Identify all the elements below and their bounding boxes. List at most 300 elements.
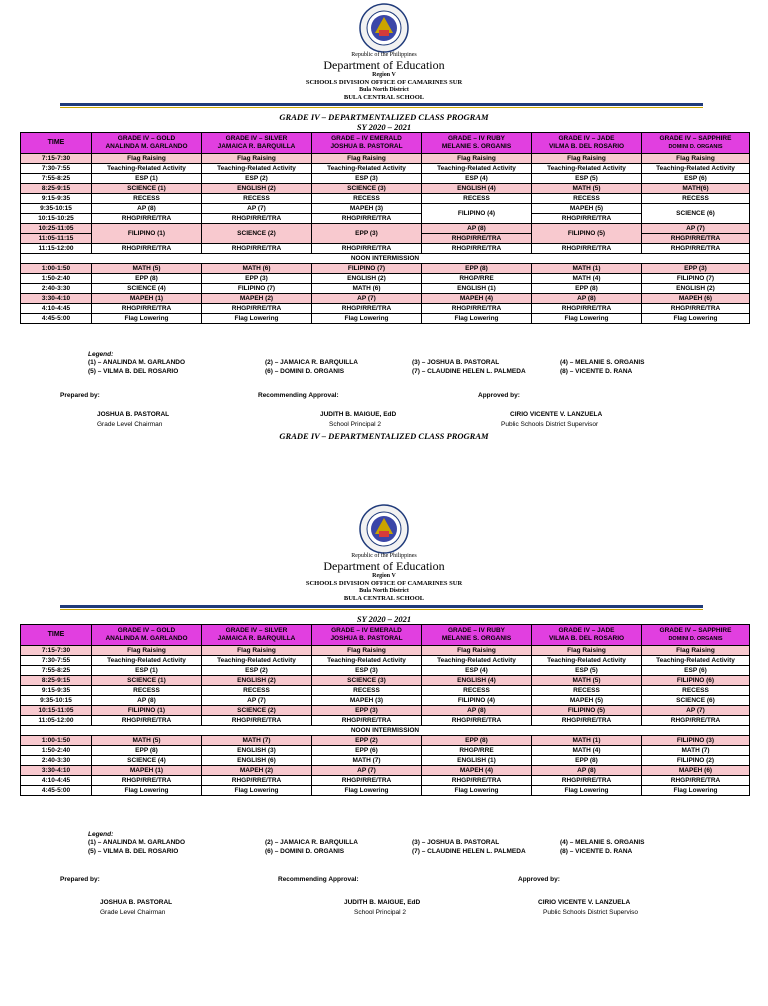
schedule-cell: RHGP/RRE/TRA (642, 716, 750, 726)
schedule-cell: FILIPINO (5) (532, 706, 642, 716)
schedule-cell: Flag Lowering (422, 314, 532, 324)
table-row (21, 706, 750, 716)
school-name: BULA CENTRAL SCHOOL (343, 595, 425, 602)
time-cell: 1:50-2:40 (21, 746, 92, 756)
schedule-cell: AP (8) (92, 204, 202, 214)
table-row (21, 746, 750, 756)
schedule-cell: MAPEH (4) (422, 766, 532, 776)
recommending-role: School Principal 2 (354, 909, 407, 916)
header-row (21, 133, 750, 154)
legend-heading: Legend: (88, 831, 114, 838)
table-row (21, 696, 750, 706)
noon-row (21, 726, 750, 736)
schedule-cell: MAPEH (2) (202, 294, 312, 304)
recommending-label: Recommending Approval: (258, 392, 339, 399)
schedule-cell: Flag Raising (532, 154, 642, 164)
col-header-jade: GRADE IV – JADE VILMA B. DEL ROSARIO (532, 133, 642, 154)
schedule-cell: FILIPINO (7) (202, 284, 312, 294)
schedule-cell: ENGLISH (6) (202, 756, 312, 766)
schedule-cell: MAPEH (5) (532, 204, 642, 214)
schedule-cell: AP (7) (312, 766, 422, 776)
schedule-cell: SCIENCE (1) (92, 676, 202, 686)
schedule-cell: Flag Lowering (202, 314, 312, 324)
schedule-cell: EPP (8) (532, 756, 642, 766)
schedule-cell: SCIENCE (4) (92, 756, 202, 766)
col-header-silver: GRADE IV – SILVER JAMAICA R. BARQUILLA (202, 133, 312, 154)
time-cell: 3:30-4:10 (21, 766, 92, 776)
schedule-cell: RHGP/RRE/TRA (92, 244, 202, 254)
schedule-cell: RECESS (422, 686, 532, 696)
schedule-cell: MATH (7) (642, 746, 750, 756)
schedule-cell: Flag Lowering (642, 786, 750, 796)
schedule-table (20, 624, 750, 796)
noon-row (21, 254, 750, 264)
table-row (21, 244, 750, 254)
class-program-sheet-1 (0, 0, 768, 490)
schedule-cell: ENGLISH (2) (312, 274, 422, 284)
schedule-cell: EPP (8) (92, 274, 202, 284)
approved-label: Approved by: (518, 876, 560, 883)
schedule-cell: ESP (5) (532, 666, 642, 676)
schedule-cell: Flag Raising (422, 154, 532, 164)
schedule-cell: SCIENCE (4) (92, 284, 202, 294)
time-cell: 7:30-7:55 (21, 656, 92, 666)
legend-item: (7) – CLAUDINE HELEN L. PALMEDA (412, 848, 526, 855)
program-title: GRADE IV – DEPARTMENTALIZED CLASS PROGRAM (279, 112, 489, 122)
approved-label: Approved by: (478, 392, 520, 399)
table-row (21, 304, 750, 314)
time-cell: 7:55-8:25 (21, 174, 92, 184)
schedule-cell: RHGP/RRE/TRA (92, 214, 202, 224)
schedule-cell: MATH (4) (532, 746, 642, 756)
school-year: SY 2020 – 2021 (356, 122, 412, 132)
table-row (21, 776, 750, 786)
time-cell: 10:15-10:25 (21, 214, 92, 224)
table-row (21, 736, 750, 746)
time-cell: 9:15-9:35 (21, 194, 92, 204)
deped-seal-icon (359, 504, 409, 554)
schedule-cell: RHGP/RRE/TRA (312, 716, 422, 726)
col-header-gold: GRADE IV – GOLD ANALINDA M. GARLANDO (92, 133, 202, 154)
schedule-cell: EPP (3) (202, 274, 312, 284)
schedule-cell: Teaching-Related Activity (532, 656, 642, 666)
schedule-cell: Flag Lowering (202, 786, 312, 796)
department-name: Department of Education (323, 58, 445, 72)
recommending-name: JUDITH B. MAIGUE, EdD (344, 899, 421, 906)
legend-item: (1) – ANALINDA M. GARLANDO (88, 359, 186, 366)
table-row (21, 264, 750, 274)
schedule-cell: ESP (6) (642, 666, 750, 676)
schedule-cell: RHGP/RRE/TRA (202, 776, 312, 786)
schedule-cell: EPP (3) (642, 264, 750, 274)
time-cell: 7:55-8:25 (21, 666, 92, 676)
time-cell: 11:05-12:00 (21, 716, 92, 726)
schedule-cell: Flag Lowering (92, 314, 202, 324)
schedule-table (20, 132, 750, 324)
schedule-cell: RHGP/RRE (422, 746, 532, 756)
schedule-cell: RECESS (92, 194, 202, 204)
time-cell: 10:15-11:05 (21, 706, 92, 716)
legend-item: (4) – MELANIE S. ORGANIS (560, 839, 645, 846)
legend (88, 351, 748, 379)
approved-name: CIRIO VICENTE V. LANZUELA (510, 411, 603, 418)
schedule-cell: RHGP/RRE/TRA (642, 244, 750, 254)
recommending-name: JUDITH B. MAIGUE, EdD (320, 411, 397, 418)
schedule-cell: RECESS (642, 686, 750, 696)
time-cell: 1:00-1:50 (21, 736, 92, 746)
table-row (21, 656, 750, 666)
table-row (21, 756, 750, 766)
schedule-cell: MATH (7) (202, 736, 312, 746)
schedule-cell: Flag Lowering (312, 314, 422, 324)
schedule-cell: ESP (2) (202, 174, 312, 184)
schedule-cell: Flag Raising (92, 154, 202, 164)
schedule-cell: ESP (5) (532, 174, 642, 184)
table-row (21, 766, 750, 776)
schedule-cell: MATH(6) (642, 184, 750, 194)
schedule-cell: MAPEH (2) (202, 766, 312, 776)
schedule-cell: FILIPINO (1) (92, 706, 202, 716)
schedule-cell: Teaching-Related Activity (92, 656, 202, 666)
schedule-cell: ESP (4) (422, 174, 532, 184)
schedule-cell: RHGP/RRE/TRA (202, 214, 312, 224)
schedule-cell: RHGP/RRE/TRA (92, 716, 202, 726)
schedule-cell: Flag Lowering (422, 786, 532, 796)
schedule-cell: RHGP/RRE/TRA (422, 776, 532, 786)
schedule-cell: FILIPINO (5) (532, 224, 642, 244)
schedule-cell: EPP (2) (312, 736, 422, 746)
schedule-cell: SCIENCE (2) (202, 706, 312, 716)
schedule-cell: MATH (1) (532, 264, 642, 274)
schedule-cell: FILIPINO (6) (642, 676, 750, 686)
time-cell: 4:45-5:00 (21, 786, 92, 796)
schedule-cell: ENGLISH (1) (422, 756, 532, 766)
district-label: Bula North District (359, 588, 409, 594)
table-row (21, 716, 750, 726)
program-title-repeat: GRADE IV – DEPARTMENTALIZED CLASS PROGRAM (279, 431, 489, 441)
approved-role: Public Schools District Supervisor (501, 421, 599, 428)
schedule-cell: AP (8) (532, 294, 642, 304)
schedule-cell: Teaching-Related Activity (312, 164, 422, 174)
schedule-cell: AP (8) (92, 696, 202, 706)
schedule-cell: Flag Lowering (312, 786, 422, 796)
schedule-cell: FILIPINO (7) (642, 274, 750, 284)
table-row (21, 274, 750, 284)
schedule-cell: RHGP/RRE (422, 274, 532, 284)
time-cell: 10:25-11:05 (21, 224, 92, 234)
region-label: Region V (372, 72, 396, 78)
prepared-label: Prepared by: (60, 392, 100, 399)
schedule-cell: Flag Raising (532, 646, 642, 656)
letterhead-divider-accent (60, 107, 703, 108)
schedule-cell: MAPEH (3) (312, 696, 422, 706)
schedule-cell: MATH (1) (532, 736, 642, 746)
legend-item: (8) – VICENTE D. RANA (560, 368, 633, 375)
school-year: SY 2020 – 2021 (356, 614, 412, 624)
schedule-cell: Flag Raising (312, 154, 422, 164)
schedule-cell: MATH (5) (92, 264, 202, 274)
approved-role: Public Schools District Superviso (543, 909, 639, 916)
schedule-cell: RHGP/RRE/TRA (312, 776, 422, 786)
time-cell: 1:00-1:50 (21, 264, 92, 274)
division-office: SCHOOLS DIVISION OFFICE OF CAMARINES SUR (305, 580, 463, 587)
table-row (21, 666, 750, 676)
col-header-jade: GRADE IV – JADE VILMA B. DEL ROSARIO (532, 625, 642, 646)
time-cell: 4:45-5:00 (21, 314, 92, 324)
table-row (21, 284, 750, 294)
schedule-cell: RHGP/RRE/TRA (422, 234, 532, 244)
col-header-ruby: GRADE – IV RUBY MELANIE S. ORGANIS (422, 625, 532, 646)
recommending-role: School Principal 2 (329, 421, 382, 428)
schedule-cell: SCIENCE (2) (202, 224, 312, 244)
time-cell: 9:35-10:15 (21, 204, 92, 214)
time-cell: 2:40-3:30 (21, 284, 92, 294)
table-row (21, 294, 750, 304)
schedule-cell: Flag Lowering (92, 786, 202, 796)
schedule-cell: Teaching-Related Activity (422, 164, 532, 174)
schedule-cell: AP (8) (422, 706, 532, 716)
legend-item: (6) – DOMINI D. ORGANIS (265, 848, 345, 855)
table-row (21, 154, 750, 164)
time-cell: 9:35-10:15 (21, 696, 92, 706)
schedule-cell: Teaching-Related Activity (202, 164, 312, 174)
schedule-cell: SCIENCE (1) (92, 184, 202, 194)
schedule-cell: Teaching-Related Activity (642, 164, 750, 174)
table-row (21, 194, 750, 204)
schedule-cell: ESP (2) (202, 666, 312, 676)
schedule-cell: MATH (6) (202, 264, 312, 274)
col-header-sapphire: GRADE IV – SAPPHIRE DOMINI D. ORGANIS (642, 133, 750, 154)
schedule-cell: ESP (3) (312, 174, 422, 184)
legend-item: (8) – VICENTE D. RANA (560, 848, 633, 855)
schedule-cell: MAPEH (5) (532, 696, 642, 706)
schedule-cell: AP (7) (312, 294, 422, 304)
legend-item: (4) – MELANIE S. ORGANIS (560, 359, 645, 366)
letterhead-divider (60, 605, 703, 608)
deped-seal-icon (359, 3, 409, 53)
school-name: BULA CENTRAL SCHOOL (343, 94, 425, 101)
schedule-cell: RECESS (312, 686, 422, 696)
approved-name: CIRIO VICENTE V. LANZUELA (538, 899, 631, 906)
schedule-cell: RHGP/RRE/TRA (312, 244, 422, 254)
schedule-cell: MATH (4) (532, 274, 642, 284)
col-header-silver: GRADE IV – SILVER JAMAICA R. BARQUILLA (202, 625, 312, 646)
col-header-ruby: GRADE – IV RUBY MELANIE S. ORGANIS (422, 133, 532, 154)
legend-item: (1) – ANALINDA M. GARLANDO (88, 839, 186, 846)
schedule-cell: Teaching-Related Activity (92, 164, 202, 174)
schedule-cell: AP (7) (642, 224, 750, 234)
col-header-time: TIME (21, 133, 92, 154)
noon-intermission: NOON INTERMISSION (21, 726, 750, 736)
table-row (21, 184, 750, 194)
schedule-cell: EPP (8) (92, 746, 202, 756)
schedule-cell: RHGP/RRE/TRA (642, 304, 750, 314)
schedule-cell: Flag Raising (642, 646, 750, 656)
schedule-cell: RHGP/RRE/TRA (202, 716, 312, 726)
legend-item: (7) – CLAUDINE HELEN L. PALMEDA (412, 368, 526, 375)
schedule-cell: SCIENCE (6) (642, 204, 750, 224)
legend-heading: Legend: (88, 351, 114, 358)
schedule-cell: RHGP/RRE/TRA (92, 776, 202, 786)
table-row (21, 786, 750, 796)
class-program-sheet-2 (0, 498, 768, 1006)
schedule-cell: Teaching-Related Activity (532, 164, 642, 174)
schedule-cell: RECESS (532, 686, 642, 696)
table-row (21, 676, 750, 686)
schedule-cell: RECESS (642, 194, 750, 204)
col-header-time: TIME (21, 625, 92, 646)
letterhead-divider (60, 103, 703, 106)
legend-item: (2) – JAMAICA R. BARQUILLA (265, 839, 358, 846)
republic-label: Republic of the Philippines (351, 553, 417, 559)
schedule-cell: RHGP/RRE/TRA (202, 304, 312, 314)
schedule-cell: ENGLISH (1) (422, 284, 532, 294)
schedule-cell: Teaching-Related Activity (312, 656, 422, 666)
schedule-cell: FILIPINO (3) (642, 736, 750, 746)
schedule-cell: RECESS (202, 194, 312, 204)
time-cell: 11:05-11:15 (21, 234, 92, 244)
schedule-cell: EPP (8) (422, 264, 532, 274)
schedule-cell: AP (7) (202, 696, 312, 706)
letterhead (0, 498, 768, 603)
schedule-cell: FILIPINO (4) (422, 204, 532, 224)
schedule-cell: ESP (3) (312, 666, 422, 676)
schedule-cell: MAPEH (6) (642, 294, 750, 304)
schedule-cell: MATH (5) (532, 676, 642, 686)
schedule-cell: Flag Raising (92, 646, 202, 656)
header-row (21, 625, 750, 646)
schedule-cell: RHGP/RRE/TRA (422, 244, 532, 254)
schedule-cell: AP (7) (642, 706, 750, 716)
signatories (0, 876, 768, 926)
schedule-cell: ENGLISH (4) (422, 676, 532, 686)
schedule-cell: SCIENCE (3) (312, 676, 422, 686)
schedule-cell: EPP (8) (422, 736, 532, 746)
schedule-cell: SCIENCE (3) (312, 184, 422, 194)
schedule-cell: RHGP/RRE/TRA (312, 304, 422, 314)
time-cell: 3:30-4:10 (21, 294, 92, 304)
schedule-cell: RHGP/RRE/TRA (642, 776, 750, 786)
schedule-cell: ESP (1) (92, 174, 202, 184)
schedule-cell: RHGP/RRE/TRA (532, 776, 642, 786)
schedule-cell: RHGP/RRE/TRA (532, 244, 642, 254)
recommending-label: Recommending Approval: (278, 876, 359, 883)
schedule-cell: MAPEH (1) (92, 294, 202, 304)
time-cell: 7:30-7:55 (21, 164, 92, 174)
letterhead-divider-accent (60, 609, 703, 610)
table-row (21, 686, 750, 696)
time-cell: 7:15-7:30 (21, 646, 92, 656)
schedule-cell: ENGLISH (2) (202, 184, 312, 194)
legend (88, 831, 748, 859)
col-header-gold: GRADE IV – GOLD ANALINDA M. GARLANDO (92, 625, 202, 646)
schedule-cell: MATH (6) (312, 284, 422, 294)
table-row (21, 224, 750, 234)
col-header-emerald: GRADE – IV EMERALD JOSHUA B. PASTORAL (312, 625, 422, 646)
table-row (21, 164, 750, 174)
schedule-cell: Teaching-Related Activity (422, 656, 532, 666)
schedule-cell: MAPEH (4) (422, 294, 532, 304)
time-cell: 8:25-9:15 (21, 184, 92, 194)
signatories (0, 392, 768, 432)
district-label: Bula North District (359, 87, 409, 93)
schedule-cell: RECESS (422, 194, 532, 204)
schedule-cell: ENGLISH (2) (642, 284, 750, 294)
schedule-cell: RHGP/RRE/TRA (202, 244, 312, 254)
prepared-role: Grade Level Chairman (100, 909, 166, 916)
republic-label: Republic of the Philippines (351, 52, 417, 58)
prepared-role: Grade Level Chairman (97, 421, 163, 428)
region-label: Region V (372, 573, 396, 579)
time-cell: 9:15-9:35 (21, 686, 92, 696)
legend-item: (2) – JAMAICA R. BARQUILLA (265, 359, 358, 366)
schedule-cell: EPP (6) (312, 746, 422, 756)
schedule-cell: Flag Raising (202, 646, 312, 656)
schedule-cell: RHGP/RRE/TRA (92, 304, 202, 314)
schedule-cell: ESP (4) (422, 666, 532, 676)
time-cell: 8:25-9:15 (21, 676, 92, 686)
schedule-cell: RECESS (202, 686, 312, 696)
department-name: Department of Education (323, 559, 445, 573)
schedule-cell: MATH (5) (532, 184, 642, 194)
schedule-cell: MAPEH (3) (312, 204, 422, 214)
schedule-cell: RHGP/RRE/TRA (312, 214, 422, 224)
schedule-cell: ENGLISH (4) (422, 184, 532, 194)
prepared-label: Prepared by: (60, 876, 100, 883)
schedule-cell: RECESS (312, 194, 422, 204)
schedule-cell: AP (7) (202, 204, 312, 214)
col-header-sapphire: GRADE IV – SAPPHIRE DOMINI D. ORGANIS (642, 625, 750, 646)
prepared-name: JOSHUA B. PASTORAL (97, 411, 170, 418)
schedule-cell: EPP (3) (312, 706, 422, 716)
schedule-cell: Flag Raising (202, 154, 312, 164)
schedule-cell: Flag Raising (422, 646, 532, 656)
schedule-cell: Flag Lowering (642, 314, 750, 324)
schedule-cell: EPP (3) (312, 224, 422, 244)
schedule-cell: AP (8) (422, 224, 532, 234)
schedule-cell: ESP (6) (642, 174, 750, 184)
schedule-cell: MAPEH (6) (642, 766, 750, 776)
schedule-cell: ENGLISH (2) (202, 676, 312, 686)
schedule-cell: RHGP/RRE/TRA (422, 716, 532, 726)
time-cell: 7:15-7:30 (21, 154, 92, 164)
schedule-cell: FILIPINO (2) (642, 756, 750, 766)
time-cell: 2:40-3:30 (21, 756, 92, 766)
table-row (21, 204, 750, 214)
schedule-cell: MATH (7) (312, 756, 422, 766)
schedule-cell: Flag Raising (642, 154, 750, 164)
time-cell: 11:15-12:00 (21, 244, 92, 254)
legend-item: (5) – VILMA B. DEL ROSARIO (88, 368, 179, 375)
time-cell: 4:10-4:45 (21, 776, 92, 786)
letterhead (0, 0, 768, 102)
schedule-cell: RECESS (532, 194, 642, 204)
schedule-cell: RHGP/RRE/TRA (642, 234, 750, 244)
table-row (21, 214, 750, 224)
schedule-cell: SCIENCE (6) (642, 696, 750, 706)
schedule-cell: FILIPINO (4) (422, 696, 532, 706)
col-header-emerald: GRADE – IV EMERALD JOSHUA B. PASTORAL (312, 133, 422, 154)
division-office: SCHOOLS DIVISION OFFICE OF CAMARINES SUR (305, 79, 463, 86)
schedule-cell: RHGP/RRE/TRA (532, 214, 642, 224)
table-row (21, 646, 750, 656)
table-row (21, 174, 750, 184)
schedule-cell: AP (8) (532, 766, 642, 776)
schedule-cell: RHGP/RRE/TRA (532, 304, 642, 314)
schedule-cell: RHGP/RRE/TRA (422, 304, 532, 314)
schedule-cell: FILIPINO (7) (312, 264, 422, 274)
schedule-cell: RECESS (92, 686, 202, 696)
